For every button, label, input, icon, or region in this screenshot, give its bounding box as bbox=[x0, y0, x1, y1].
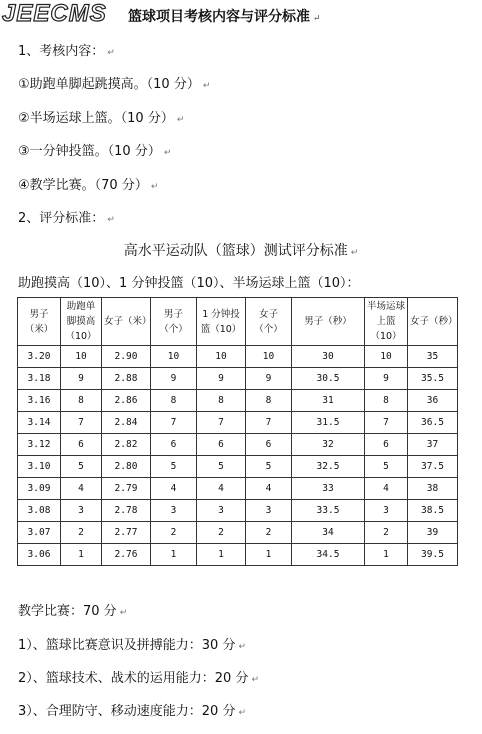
table-cell: 7 bbox=[61, 412, 102, 434]
table-cell: 3.18 bbox=[18, 368, 61, 390]
table-cell: 2.90 bbox=[102, 346, 151, 368]
table-cell: 3 bbox=[365, 500, 408, 522]
table-header-cell: 半场运球上篮（10） bbox=[365, 298, 408, 346]
table-cell: 6 bbox=[365, 434, 408, 456]
table-cell: 2 bbox=[246, 522, 292, 544]
table-cell: 2.80 bbox=[102, 456, 151, 478]
table-cell: 6 bbox=[246, 434, 292, 456]
table-cell: 39 bbox=[408, 522, 458, 544]
table-cell: 30 bbox=[292, 346, 365, 368]
item-shooting: ③一分钟投篮。（10 分） ↵ bbox=[18, 144, 172, 159]
watermark-logo: JEECMS bbox=[2, 0, 107, 27]
table-cell: 3 bbox=[246, 500, 292, 522]
table-cell: 1 bbox=[197, 544, 246, 566]
table-cell: 30.5 bbox=[292, 368, 365, 390]
table-cell: 2 bbox=[61, 522, 102, 544]
table-header-cell: 助跑单脚摸高（10） bbox=[61, 298, 102, 346]
table-cell: 7 bbox=[151, 412, 197, 434]
table-cell: 31 bbox=[292, 390, 365, 412]
table-header-row bbox=[18, 298, 458, 346]
table-cell: 35 bbox=[408, 346, 458, 368]
table-row bbox=[18, 390, 458, 412]
section-heading-content: 1、考核内容： ↵ bbox=[18, 44, 115, 59]
table-cell: 5 bbox=[61, 456, 102, 478]
table-caption: 助跑摸高（10）、1 分钟投篮（10）、半场运球上篮（10）： bbox=[18, 276, 360, 291]
table-cell: 3.20 bbox=[18, 346, 61, 368]
table-cell: 32.5 bbox=[292, 456, 365, 478]
table-cell: 36 bbox=[408, 390, 458, 412]
table-cell: 8 bbox=[151, 390, 197, 412]
table-cell: 37.5 bbox=[408, 456, 458, 478]
table-cell: 2.84 bbox=[102, 412, 151, 434]
table-cell: 9 bbox=[197, 368, 246, 390]
table-cell: 9 bbox=[151, 368, 197, 390]
table-cell: 38.5 bbox=[408, 500, 458, 522]
table-cell: 39.5 bbox=[408, 544, 458, 566]
table-cell: 10 bbox=[61, 346, 102, 368]
table-cell: 3.06 bbox=[18, 544, 61, 566]
table-row bbox=[18, 434, 458, 456]
table-cell: 3 bbox=[197, 500, 246, 522]
table-cell: 3.12 bbox=[18, 434, 61, 456]
table-cell: 6 bbox=[151, 434, 197, 456]
table-cell: 1 bbox=[246, 544, 292, 566]
table-cell: 34.5 bbox=[292, 544, 365, 566]
table-cell: 4 bbox=[151, 478, 197, 500]
table-cell: 6 bbox=[61, 434, 102, 456]
table-cell: 10 bbox=[246, 346, 292, 368]
table-cell: 5 bbox=[151, 456, 197, 478]
table-title: 高水平运动队（篮球）测试评分标准 ↵ bbox=[123, 243, 359, 259]
table-cell: 2.86 bbox=[102, 390, 151, 412]
table-cell: 2 bbox=[151, 522, 197, 544]
table-cell: 3.08 bbox=[18, 500, 61, 522]
table-cell: 2.88 bbox=[102, 368, 151, 390]
table-row bbox=[18, 544, 458, 566]
table-cell: 2.79 bbox=[102, 478, 151, 500]
table-cell: 9 bbox=[365, 368, 408, 390]
table-cell: 10 bbox=[365, 346, 408, 368]
table-cell: 8 bbox=[197, 390, 246, 412]
table-cell: 36.5 bbox=[408, 412, 458, 434]
table-cell: 35.5 bbox=[408, 368, 458, 390]
table-cell: 4 bbox=[61, 478, 102, 500]
match-criterion-1: 1）、篮球比赛意识及拼搏能力：30 分 ↵ bbox=[18, 638, 246, 653]
table-cell: 2 bbox=[365, 522, 408, 544]
table-cell: 31.5 bbox=[292, 412, 365, 434]
table-cell: 7 bbox=[365, 412, 408, 434]
table-cell: 8 bbox=[246, 390, 292, 412]
table-cell: 2.82 bbox=[102, 434, 151, 456]
table-header-cell: 1 分钟投篮（10） bbox=[197, 298, 246, 346]
table-cell: 4 bbox=[246, 478, 292, 500]
item-match: ④教学比赛。（70 分） ↵ bbox=[18, 178, 159, 193]
table-cell: 8 bbox=[61, 390, 102, 412]
score-table bbox=[17, 297, 458, 566]
table-cell: 2.77 bbox=[102, 522, 151, 544]
table-cell: 1 bbox=[61, 544, 102, 566]
table-cell: 4 bbox=[365, 478, 408, 500]
table-header-cell: 男子（秒） bbox=[292, 298, 365, 346]
table-cell: 2.76 bbox=[102, 544, 151, 566]
table-header-cell: 男子（米） bbox=[18, 298, 61, 346]
item-jump-touch: ①助跑单脚起跳摸高。（10 分） ↵ bbox=[18, 77, 211, 92]
item-layup: ②半场运球上篮。（10 分） ↵ bbox=[18, 111, 185, 126]
table-cell: 3 bbox=[151, 500, 197, 522]
table-cell: 10 bbox=[151, 346, 197, 368]
table-cell: 5 bbox=[197, 456, 246, 478]
table-cell: 32 bbox=[292, 434, 365, 456]
table-cell: 33 bbox=[292, 478, 365, 500]
table-cell: 8 bbox=[365, 390, 408, 412]
table-cell: 2 bbox=[197, 522, 246, 544]
table-cell: 9 bbox=[246, 368, 292, 390]
table-cell: 3 bbox=[61, 500, 102, 522]
table-cell: 37 bbox=[408, 434, 458, 456]
table-cell: 3.09 bbox=[18, 478, 61, 500]
table-header-cell: 女子（米） bbox=[102, 298, 151, 346]
table-header-cell: 男子（个） bbox=[151, 298, 197, 346]
page-title: 篮球项目考核内容与评分标准 ↵ bbox=[128, 9, 321, 25]
table-cell: 1 bbox=[151, 544, 197, 566]
table-cell: 5 bbox=[246, 456, 292, 478]
table-header-cell: 女子（个） bbox=[246, 298, 292, 346]
table-cell: 4 bbox=[197, 478, 246, 500]
table-cell: 1 bbox=[365, 544, 408, 566]
table-cell: 3.10 bbox=[18, 456, 61, 478]
table-row bbox=[18, 456, 458, 478]
table-row bbox=[18, 412, 458, 434]
table-cell: 5 bbox=[365, 456, 408, 478]
table-header-cell: 女子（秒） bbox=[408, 298, 458, 346]
table-cell: 3.14 bbox=[18, 412, 61, 434]
table-cell: 10 bbox=[197, 346, 246, 368]
match-criterion-2: 2）、篮球技术、战术的运用能力：20 分 ↵ bbox=[18, 671, 259, 686]
table-cell: 2.78 bbox=[102, 500, 151, 522]
table-row bbox=[18, 368, 458, 390]
table-cell: 3.16 bbox=[18, 390, 61, 412]
table-cell: 6 bbox=[197, 434, 246, 456]
table-row bbox=[18, 346, 458, 368]
table-row bbox=[18, 522, 458, 544]
table-cell: 33.5 bbox=[292, 500, 365, 522]
table-cell: 38 bbox=[408, 478, 458, 500]
table-cell: 7 bbox=[246, 412, 292, 434]
table-row bbox=[18, 478, 458, 500]
table-row bbox=[18, 500, 458, 522]
match-criterion-3: 3）、合理防守、移动速度能力：20 分 ↵ bbox=[18, 704, 246, 719]
section-heading-scoring: 2、评分标准： ↵ bbox=[18, 211, 115, 226]
table-cell: 7 bbox=[197, 412, 246, 434]
table-cell: 9 bbox=[61, 368, 102, 390]
table-cell: 3.07 bbox=[18, 522, 61, 544]
match-heading: 教学比赛：70 分 ↵ bbox=[18, 604, 128, 619]
table-cell: 34 bbox=[292, 522, 365, 544]
